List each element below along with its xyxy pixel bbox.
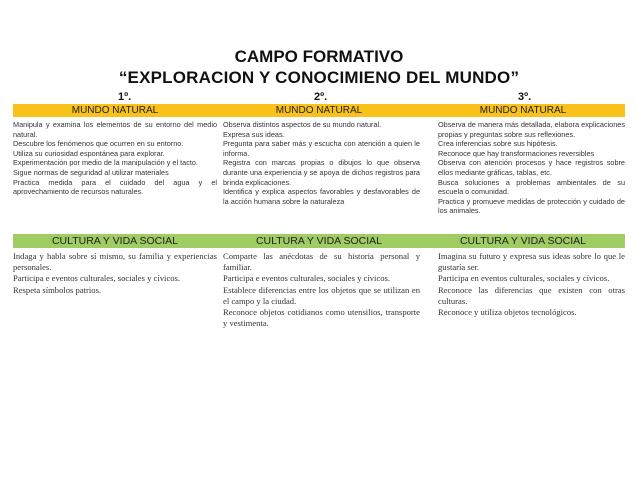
list-item: Observa distintos aspectos de su mundo natural. [223,120,382,129]
cultura-vida-social-grade-2-column [220,251,426,329]
grade-1-label: 1º. [118,91,132,103]
list-item: Pregunta para saber más y escucha con atención a quien le informa. [223,139,420,158]
mundo-natural-content [13,120,625,216]
mundo-natural-grade-3-column [426,120,625,216]
grade-2-label: 2º. [314,91,328,103]
mundo-natural-grade-1-column [13,120,220,216]
list-item: Imagina su futuro y expresa sus ideas sobre lo que le gustaría ser. [438,251,625,273]
list-item: Expresa sus ideas. [223,129,285,139]
mundo-natural-header-band [13,104,625,117]
cultura-vida-social-content [13,251,625,329]
list-item: Observa con atención procesos y hace registros sobre ellos mediante gráficas, tablas, etc. [438,158,625,177]
mundo-natural-header-grade-1: MUNDO NATURAL [71,105,159,116]
mundo-natural-header-grade-2: MUNDO NATURAL [275,105,363,116]
list-item: Manipula y examina los elementos de su entorno del medio natural. [13,120,217,139]
list-item: Observa de manera más detallada, elabora explicaciones propias y preguntas sobre sus reflexiones. [438,120,625,139]
mundo-natural-header-grade-3: MUNDO NATURAL [479,105,567,116]
list-item: Reconoce y utiliza objetos tecnológicos. [438,307,577,318]
list-item: Registra con marcas propias o dibujos lo que observa durante una experiencia y se apoya de dichos registros para brinda explicaciones. [223,158,420,187]
list-item: Establece diferencias entre los objetos que se utilizan en el campo y la ciudad. [223,284,420,306]
cultura-vida-social-grade-3-column [426,251,625,329]
list-item: Busca soluciones a problemas ambientales de su escuela o comunidad. [438,177,625,197]
cultura-vida-social-header-grade-3: CULTURA Y VIDA SOCIAL [459,235,587,247]
list-item: Participa e eventos culturales, sociales y cívicos. [13,273,181,284]
list-item: Participa en eventos culturales, sociales y cívicos. [438,273,610,284]
list-item: Sigue normas de seguridad al utilizar materiales [13,167,169,177]
grade-labels [13,91,625,103]
list-item: Reconoce las diferencias que existen con otras culturas. [438,284,625,306]
list-item: Crea inferencias sobre sus hipótesis. [438,139,558,149]
list-item: Utiliza su curiosidad espontánea para explorar. [13,148,165,158]
list-item: Participa e eventos culturales, sociales y cívicos. [223,273,391,284]
page-title-line1: CAMPO FORMATIVO [234,47,404,66]
list-item: Comparte las anécdotas de su historia personal y familiar. [223,251,420,273]
cultura-vida-social-header-band [13,234,625,248]
page-title-line2: “EXPLORACION Y CONOCIMIENO DEL MUNDO” [118,68,520,87]
list-item: Practica medida para el cuidado del agua y el aprovechamiento de recursos naturales. [13,177,217,197]
list-item: Practica y promueve medidas de protección y cuidado de los animales. [438,196,625,216]
grade-3-label: 3º. [518,91,532,103]
list-item: Indaga y habla sobre sí mismo, su familia y experiencias personales. [13,251,217,273]
list-item: Respeta símbolos patrios. [13,284,102,295]
mundo-natural-grade-2-column [220,120,426,216]
cultura-vida-social-header-grade-2: CULTURA Y VIDA SOCIAL [255,235,383,247]
list-item: Reconoce objetos cotidianos como utensilios, transporte y vestimenta. [223,307,420,329]
list-item: Identifica y explica aspectos favorables y desfavorables de la acción humana sobre la naturaleza [223,187,420,206]
cultura-vida-social-grade-1-column [13,251,220,329]
list-item: Reconoce que hay transformaciones reversibles [438,148,595,158]
list-item: Experimentación por medio de la manipulación y el tacto. [13,158,198,168]
list-item: Descubre los fenómenos que ocurren en su entorno. [13,139,184,149]
cultura-vida-social-header-grade-1: CULTURA Y VIDA SOCIAL [51,235,179,247]
